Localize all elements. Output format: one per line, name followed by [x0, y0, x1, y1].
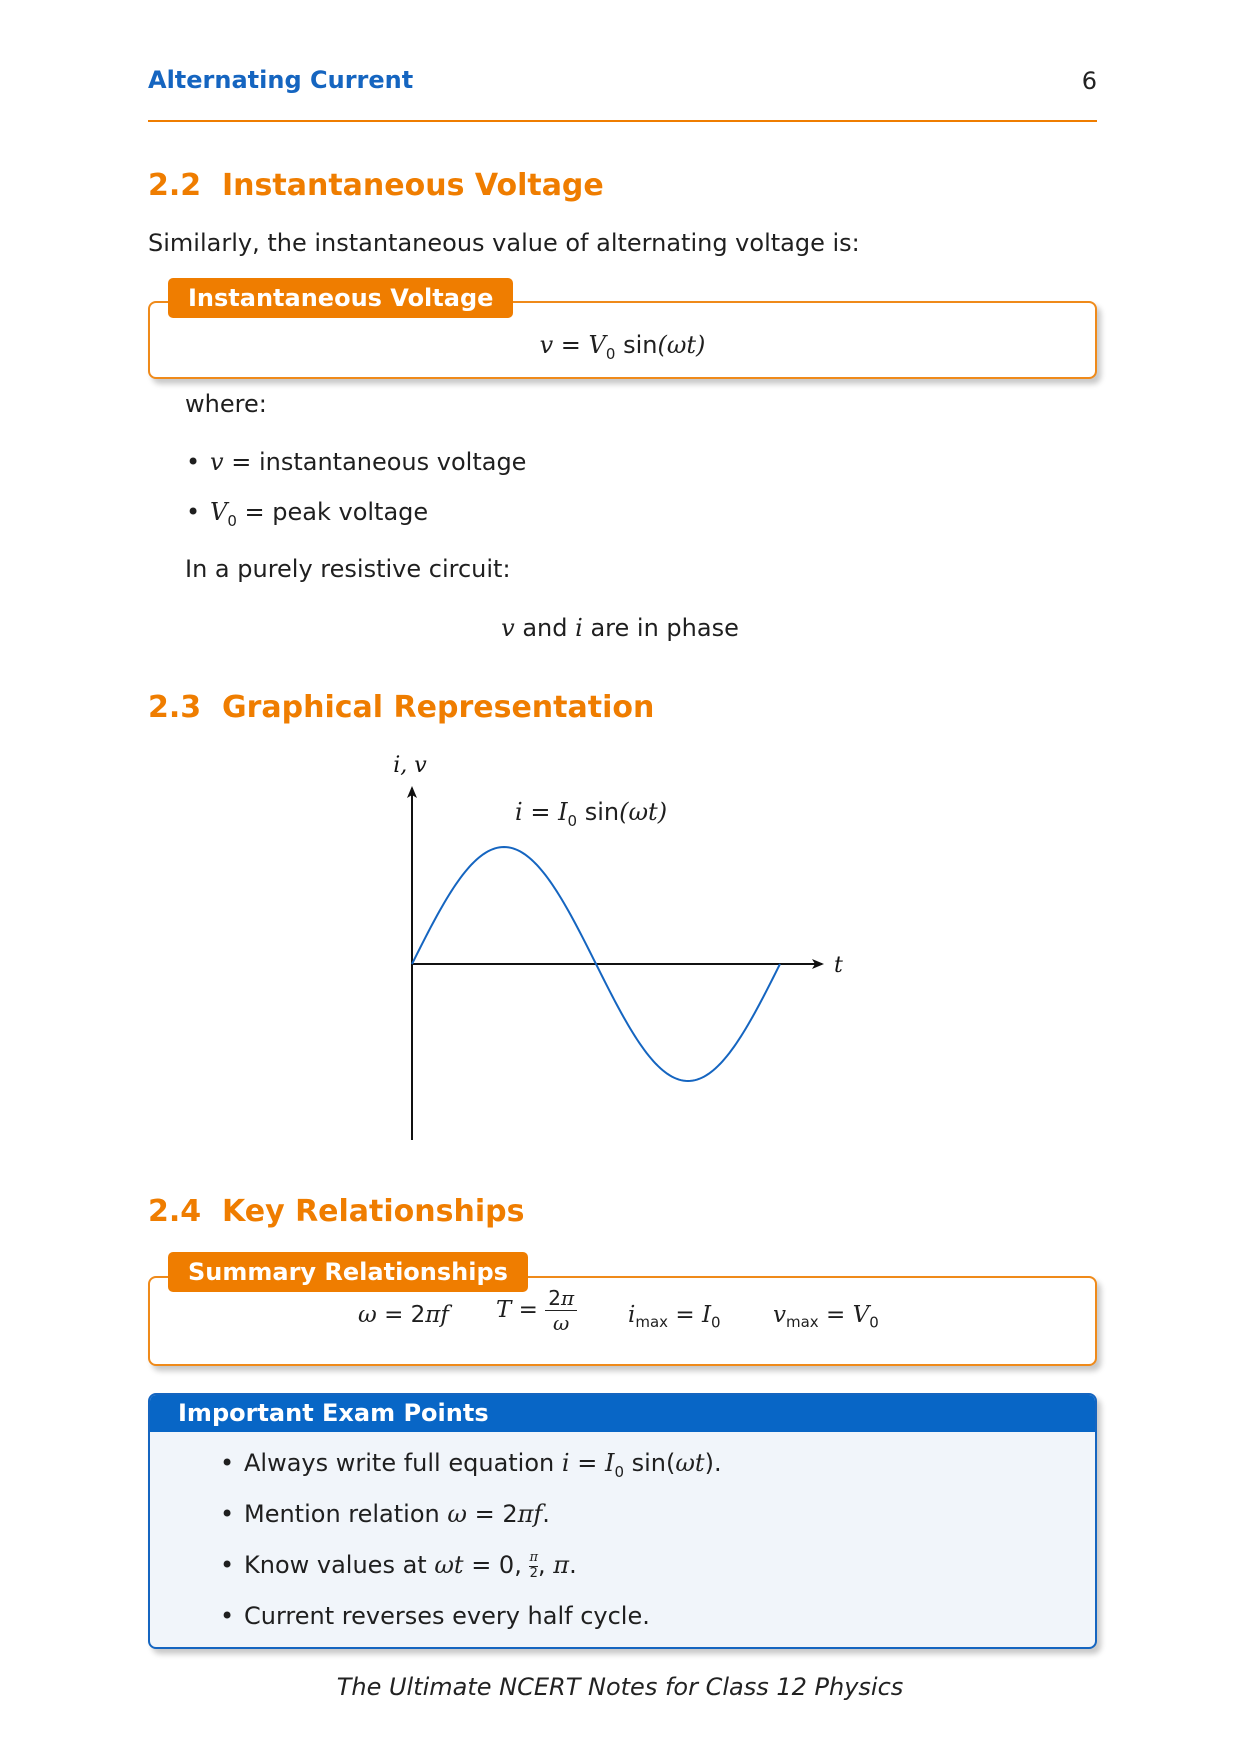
list-item: • Current reverses every half cycle.	[220, 1602, 722, 1649]
intro-paragraph: Similarly, the instantaneous value of alternating voltage is:	[148, 229, 860, 257]
exam-points-title: Important Exam Points	[150, 1395, 1095, 1432]
summary-box-tab: Summary Relationships	[168, 1252, 528, 1292]
section-title: Graphical Representation	[222, 690, 655, 725]
section-title: Instantaneous Voltage	[222, 168, 604, 203]
exam-points-box	[148, 1393, 1097, 1649]
list-item: • Mention relation ω = 2πf.	[220, 1500, 722, 1551]
section-title: Key Relationships	[222, 1194, 525, 1229]
formula-omega: ω = 2πf	[358, 1302, 449, 1328]
formula-vmax: $v_{max} = V_0$	[773, 1302, 879, 1332]
where-label: where:	[185, 390, 267, 418]
formula-imax: $i_{max} = I_0$	[628, 1302, 721, 1332]
resistive-circuit-text: In a purely resistive circuit:	[185, 555, 511, 583]
exam-points-list	[220, 1449, 722, 1649]
section-number: 2.4	[148, 1194, 202, 1229]
list-item: • Always write full equation $i = I_0$ sin(ωt).	[220, 1449, 722, 1500]
section-number: 2.2	[148, 168, 202, 203]
section-heading-2-4	[148, 1194, 524, 1229]
x-axis-label: t	[834, 953, 843, 978]
footer: The Ultimate NCERT Notes for Class 12 Physics	[336, 1673, 904, 1701]
list-item: • Know values at ωt = 0, $\frac{\pi}{2}$ , π.	[220, 1551, 722, 1602]
voltage-formula: $v = V_0$ sin(ωt)	[539, 331, 706, 363]
section-number: 2.3	[148, 690, 202, 725]
curve-label: $i = I_0$ sin(ωt)	[515, 798, 668, 830]
voltage-box-tab: Instantaneous Voltage	[168, 278, 513, 318]
list-item: • $V_0$ = peak voltage	[186, 498, 526, 548]
header-title: Alternating Current	[148, 66, 414, 94]
list-item: • v = instantaneous voltage	[186, 448, 526, 498]
page-number: 6	[1081, 67, 1097, 95]
formula-period: T = $\frac{2\pi}{\omega}$	[496, 1286, 577, 1335]
phase-statement: v and i are in phase	[501, 614, 739, 642]
y-axis-label: i, v	[393, 753, 427, 778]
